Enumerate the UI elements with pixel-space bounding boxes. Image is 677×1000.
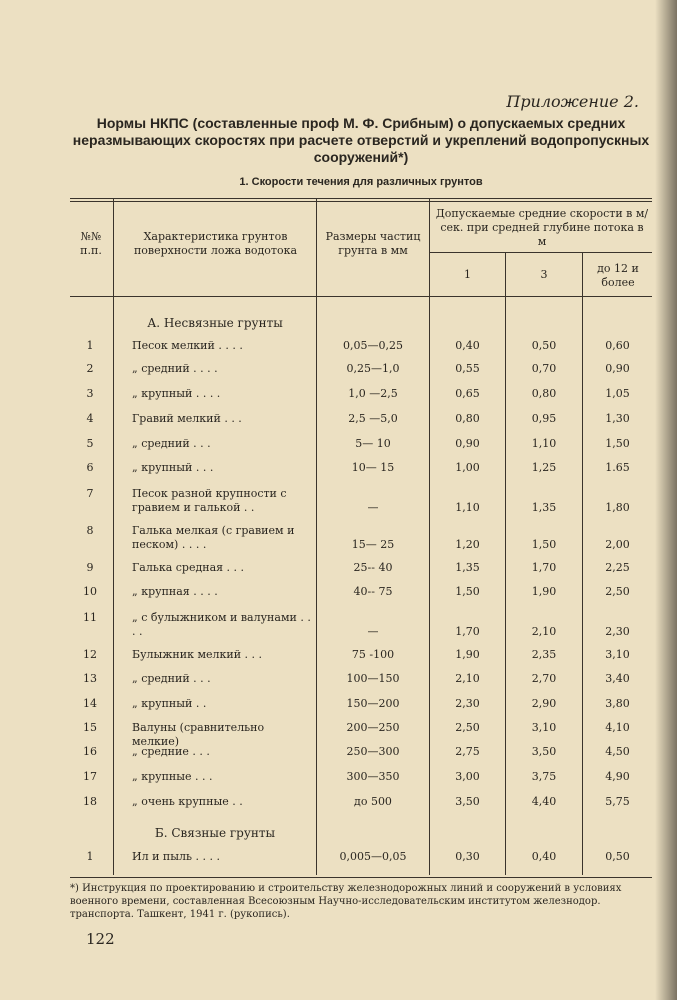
row-soil-name: „ очень крупные . .: [132, 795, 243, 808]
row-velocity-depth-12: 2,30: [605, 625, 630, 638]
row-velocity-depth-12: 3,80: [605, 697, 630, 710]
row-velocity-depth-3: 0,80: [531, 387, 557, 400]
page-edge-shadow: [655, 0, 677, 1000]
row-soil-name: Ил и пыль . . . .: [132, 850, 220, 863]
row-soil-name: Песок разной крупности с гравием и галькой . .: [132, 487, 287, 514]
row-particle-size: 75 -100: [351, 648, 395, 661]
row-soil-name: „ с булыжником и валунами . . . .: [132, 611, 311, 638]
section-a-title: А. Несвязные грунты: [147, 316, 283, 330]
row-velocity-depth-1: 0,65: [455, 387, 480, 400]
row-number: 13: [83, 672, 97, 685]
row-soil-name: „ крупный . . . .: [132, 387, 221, 400]
row-number: 11: [83, 611, 97, 624]
row-velocity-depth-3: 0,40: [531, 850, 557, 863]
row-number: 17: [83, 770, 97, 783]
row-velocity-depth-12: 1,50: [605, 437, 630, 450]
row-velocity-depth-3: 0,70: [531, 362, 557, 375]
row-velocity-depth-3: 1,90: [531, 585, 557, 598]
row-velocity-depth-1: 0,80: [455, 412, 480, 425]
row-velocity-depth-3: 2,70: [531, 672, 557, 685]
row-velocity-depth-1: 0,55: [455, 362, 480, 375]
row-velocity-depth-3: 1,50: [531, 538, 557, 551]
page-title: Нормы НКПС (составленные проф М. Ф. Срибным) о допускаемых средних неразмывающих скоростях при расчете отверстий и укреплений водопропускных сооружений*): [72, 115, 650, 165]
row-particle-size: до 500: [354, 795, 392, 808]
row-particle-size: 100—150: [346, 672, 400, 685]
row-particle-size: 40-- 75: [353, 585, 393, 598]
row-particle-size: —: [367, 625, 379, 638]
row-soil-name: Песок мелкий . . . .: [132, 339, 243, 352]
row-number: 4: [86, 412, 94, 425]
row-soil-name: Галька средная . . .: [132, 561, 245, 574]
row-soil-name: „ крупный . . .: [132, 461, 214, 474]
row-velocity-depth-12: 2,00: [605, 538, 630, 551]
header-bottom-rule: [70, 296, 652, 297]
row-particle-size: 15— 25: [351, 538, 395, 551]
row-number: 12: [83, 648, 97, 661]
header-depth-3: 3: [540, 268, 548, 281]
row-soil-name: „ средние . . .: [132, 745, 210, 758]
row-number: 8: [86, 524, 94, 537]
row-velocity-depth-12: 0,90: [605, 362, 630, 375]
row-number: 1: [86, 339, 94, 352]
row-particle-size: 250—300: [346, 745, 400, 758]
row-soil-name: „ крупные . . .: [132, 770, 213, 783]
row-velocity-depth-1: 1,20: [455, 538, 480, 551]
row-particle-size: 0,005—0,05: [339, 850, 407, 863]
header-velocity: Допускаемые средние скорости в м/сек. при средней глубине потока в м: [435, 207, 649, 248]
row-soil-name: Галька мелкая (с гравием и песком) . . . .: [132, 524, 295, 551]
row-number: 6: [86, 461, 94, 474]
row-velocity-depth-12: 1,05: [605, 387, 630, 400]
row-number: 7: [86, 487, 94, 500]
row-velocity-depth-12: 3,10: [605, 648, 630, 661]
col-divider-2: [316, 199, 317, 875]
row-velocity-depth-12: 5,75: [605, 795, 630, 808]
row-particle-size: 0,05—0,25: [343, 339, 403, 352]
header-depth-12: до 12 и более: [597, 262, 639, 289]
row-number: 9: [86, 561, 94, 574]
row-velocity-depth-3: 3,50: [531, 745, 557, 758]
row-velocity-depth-1: 3,50: [455, 795, 480, 808]
row-velocity-depth-1: 2,50: [455, 721, 480, 734]
row-velocity-depth-1: 1,10: [455, 501, 480, 514]
row-velocity-depth-1: 2,30: [455, 697, 480, 710]
row-soil-name: „ крупная . . . .: [132, 585, 218, 598]
table-top-rule: [70, 198, 652, 199]
row-number: 2: [86, 362, 94, 375]
row-velocity-depth-3: 0,95: [531, 412, 557, 425]
row-number: 18: [83, 795, 97, 808]
row-number: 14: [83, 697, 97, 710]
table-subtitle: 1. Скорости течения для различных грунтов: [239, 176, 483, 188]
row-velocity-depth-12: 2,50: [605, 585, 630, 598]
row-velocity-depth-12: 4,50: [605, 745, 630, 758]
row-soil-name: Валуны (сравнительно мелкие): [132, 721, 265, 748]
row-particle-size: 0,25—1,0: [346, 362, 400, 375]
row-velocity-depth-3: 3,10: [531, 721, 557, 734]
row-number: 1: [86, 850, 94, 863]
row-velocity-depth-12: 1.65: [605, 461, 630, 474]
header-size: Размеры частиц грунта в мм: [325, 230, 421, 257]
row-velocity-depth-12: 0,60: [605, 339, 630, 352]
row-velocity-depth-3: 3,75: [531, 770, 557, 783]
row-velocity-depth-3: 2,90: [531, 697, 557, 710]
row-soil-name: Булыжник мелкий . . .: [132, 648, 263, 661]
row-velocity-depth-3: 1,70: [531, 561, 557, 574]
header-depth-1: 1: [464, 268, 471, 281]
section-b-title: Б. Связные грунты: [154, 826, 276, 840]
row-velocity-depth-12: 1,30: [605, 412, 630, 425]
col-divider-1: [113, 199, 114, 875]
row-particle-size: 200—250: [346, 721, 400, 734]
row-velocity-depth-1: 1,50: [455, 585, 480, 598]
row-number: 16: [83, 745, 97, 758]
row-velocity-depth-12: 4,10: [605, 721, 630, 734]
row-velocity-depth-3: 1,10: [531, 437, 557, 450]
row-soil-name: „ средний . . . .: [132, 362, 218, 375]
row-particle-size: 5— 10: [355, 437, 391, 450]
row-velocity-depth-1: 1,90: [455, 648, 480, 661]
row-number: 15: [83, 721, 97, 734]
row-particle-size: 150—200: [346, 697, 400, 710]
header-soil: Характеристика грунтов поверхности ложа водотока: [133, 230, 298, 257]
row-velocity-depth-12: 0,50: [605, 850, 630, 863]
footnote: *) Инструкция по проектированию и строительству железнодорожных линий и сооружений в условиях военного времени, составленная Всесоюзным Научно-исследовательским институтом железнодор. транспорта. Ташкент, 1941 г. (рукопись).: [70, 883, 622, 920]
row-velocity-depth-3: 2,10: [531, 625, 557, 638]
row-particle-size: 1,0 —2,5: [348, 387, 398, 400]
velocity-header-rule: [429, 252, 652, 253]
row-velocity-depth-12: 3,40: [605, 672, 630, 685]
row-soil-name: „ средний . . .: [132, 672, 211, 685]
row-velocity-depth-1: 3,00: [455, 770, 480, 783]
row-particle-size: 10— 15: [351, 461, 395, 474]
row-number: 5: [86, 437, 94, 450]
row-velocity-depth-1: 0,40: [455, 339, 480, 352]
row-velocity-depth-1: 1,35: [455, 561, 480, 574]
row-velocity-depth-12: 4,90: [605, 770, 630, 783]
row-velocity-depth-3: 2,35: [531, 648, 557, 661]
row-velocity-depth-1: 2,75: [455, 745, 480, 758]
table-bottom-rule: [70, 877, 652, 878]
row-particle-size: —: [367, 501, 379, 514]
row-velocity-depth-3: 0,50: [531, 339, 557, 352]
row-velocity-depth-1: 1,70: [455, 625, 480, 638]
row-number: 3: [86, 387, 94, 400]
table-top-rule-inner: [70, 201, 652, 202]
row-particle-size: 300—350: [346, 770, 400, 783]
header-num: №№ п.п.: [80, 230, 102, 257]
row-particle-size: 25-- 40: [353, 561, 393, 574]
row-soil-name: „ крупный . .: [132, 697, 207, 710]
row-number: 10: [83, 585, 97, 598]
row-soil-name: „ средний . . .: [132, 437, 211, 450]
row-velocity-depth-12: 2,25: [605, 561, 630, 574]
appendix-label: Приложение 2.: [506, 92, 639, 111]
row-particle-size: 2,5 —5,0: [348, 412, 398, 425]
row-velocity-depth-3: 1,25: [531, 461, 557, 474]
row-velocity-depth-1: 0,30: [455, 850, 480, 863]
page-number: 122: [86, 930, 115, 948]
row-velocity-depth-12: 1,80: [605, 501, 630, 514]
row-velocity-depth-1: 1,00: [455, 461, 480, 474]
row-soil-name: Гравий мелкий . . .: [132, 412, 242, 425]
row-velocity-depth-1: 2,10: [455, 672, 480, 685]
row-velocity-depth-1: 0,90: [455, 437, 480, 450]
row-velocity-depth-3: 1,35: [531, 501, 557, 514]
row-velocity-depth-3: 4,40: [531, 795, 557, 808]
